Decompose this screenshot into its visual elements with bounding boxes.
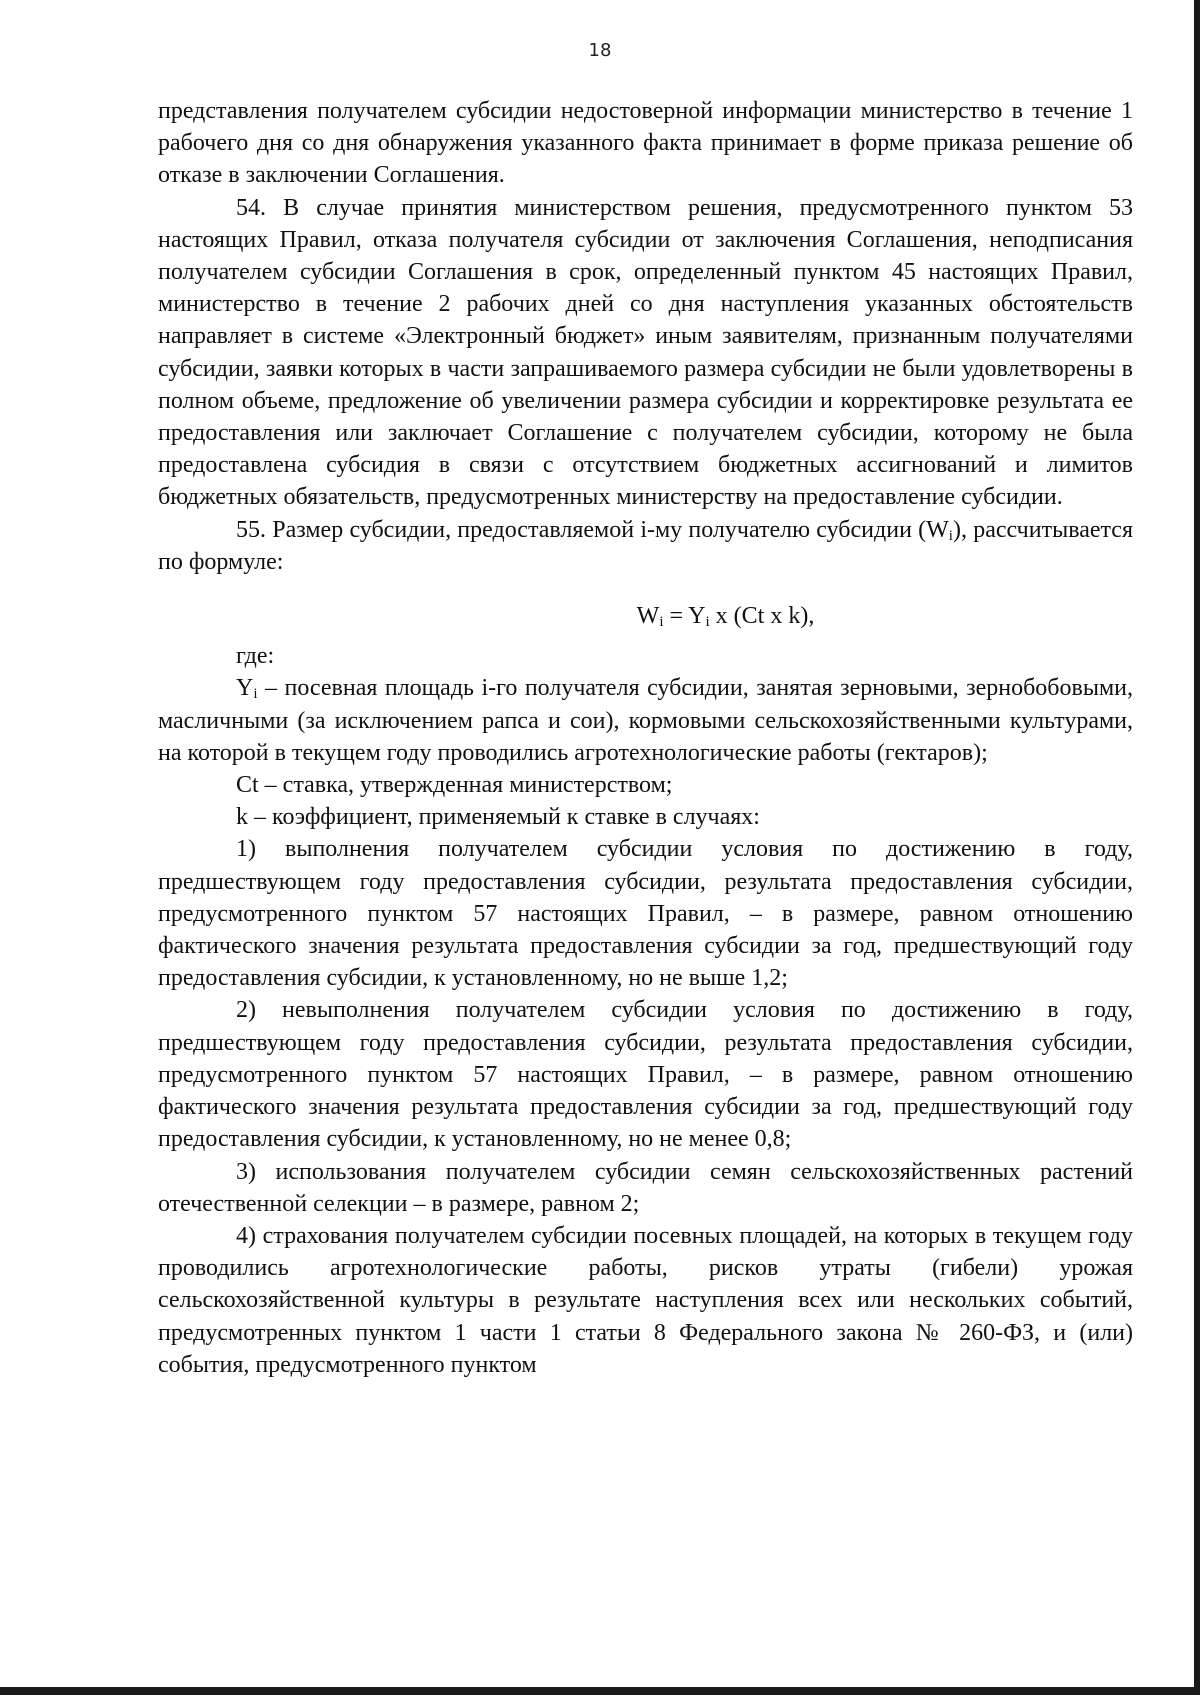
yi-variable: Y <box>236 675 254 702</box>
paragraph-55-text-end: ), рассчитывается по формуле: <box>158 516 1133 575</box>
formula-w: W <box>636 603 660 630</box>
page-number: 18 <box>588 40 612 61</box>
definition-k: k – коэффициент, применяемый к ставке в случаях: <box>236 804 760 831</box>
yi-subscript: i <box>253 686 258 703</box>
document-body <box>158 95 1133 1381</box>
paragraph-55-text: 55. Размер субсидии, предоставляемой i-му получателю субсидии (W <box>236 516 949 543</box>
list-item-4: 4) страхования получателем субсидии посевных площадей, на которых в текущем году проводились агротехнологические работы, рисков утраты (гибели) урожая сельскохозяйственной культуры в результате наступления всех или нескольких событий, предусмотренных пунктом 1 части 1 статьи 8 Федерального закона № 260-ФЗ, и (или) события, предусмотренного пунктом <box>158 1222 1133 1378</box>
paragraph-54: 54. В случае принятия министерством решения, предусмотренного пунктом 53 настоящих Правил, отказа получателя субсидии от заключения Соглашения, неподписания получателем субсидии Соглашения в срок, определенный пунктом 45 настоящих Правил, министерство в течение 2 рабочих дней со дня наступления указанных обстоятельств направляет в системе «Электронный бюджет» иным заявителям, признанным получателями субсидии, заявки которых в части запрашиваемого размера субсидии не были удовлетворены в полном объеме, предложение об увеличении размера субсидии и корректировке результата ее предоставления или заключает Соглашение с получателем субсидии, которому не была предоставлена субсидия в связи с отсутствием бюджетных ассигнований и лимитов бюджетных обязательств, предусмотренных министерству на предоставление субсидии. <box>158 194 1133 511</box>
yi-definition-text: – посевная площадь i-го получателя субсидии, занятая зерновыми, зернобобовыми, масличными (за исключением рапса и сои), кормовыми сельскохозяйственными культурами, на которой в текущем году проводились агротехнологические работы (гектаров); <box>158 675 1133 766</box>
where-label: где: <box>236 643 275 670</box>
scan-border-right <box>1194 0 1200 1695</box>
formula-rest: x (Ct x k), <box>709 603 815 630</box>
definition-ct: Ct – ставка, утвержденная министерством; <box>236 772 673 799</box>
list-item-1: 1) выполнения получателем субсидии условия по достижению в году, предшествующем году предоставления субсидии, результата предоставления субсидии, предусмотренного пунктом 57 настоящих Правил, – в размере, равном отношению фактического значения результата предоставления субсидии за год, предшествующий году предоставления субсидии, к установленному, но не выше 1,2; <box>158 836 1133 992</box>
subsidy-formula <box>158 600 1133 632</box>
formula-w-subscript: i <box>659 614 664 631</box>
paragraph-55 <box>158 514 1133 578</box>
formula-y-subscript: i <box>705 614 710 631</box>
scan-border-bottom <box>0 1687 1200 1695</box>
list-item-2: 2) невыполнения получателем субсидии условия по достижению в году, предшествующем году предоставления субсидии, результата предоставления субсидии, предусмотренного пунктом 57 настоящих Правил, – в размере, равном отношению фактического значения результата предоставления субсидии за год, предшествующий году предоставления субсидии, к установленному, но не менее 0,8; <box>158 997 1133 1153</box>
definition-yi <box>158 672 1133 769</box>
list-item-3: 3) использования получателем субсидии семян сельскохозяйственных растений отечественной селекции – в размере, равном 2; <box>158 1158 1133 1217</box>
paragraph-continuation: представления получателем субсидии недостоверной информации министерство в течение 1 рабочего дня со дня обнаружения указанного факта принимает в форме приказа решение об отказе в заключении Соглашения. <box>158 98 1133 189</box>
formula-equals-y: = Y <box>663 603 706 630</box>
subscript-i: i <box>948 527 953 544</box>
